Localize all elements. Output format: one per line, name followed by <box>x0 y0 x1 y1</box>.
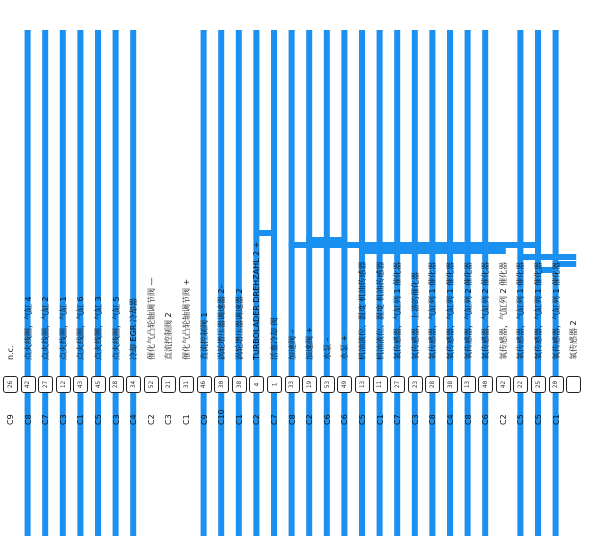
connector-label: 加速阀 + <box>305 326 315 360</box>
connector-code: C1 <box>551 414 561 425</box>
pin-terminal[interactable] <box>337 376 352 393</box>
pin-number: 34 <box>130 380 138 389</box>
connector-code: C1 <box>234 414 244 425</box>
pin-terminal[interactable] <box>513 376 528 393</box>
pin-terminal[interactable] <box>214 376 229 393</box>
connector-code: C7 <box>393 414 403 425</box>
connector-code: C1 <box>76 414 86 425</box>
pin-number: 19 <box>306 380 314 389</box>
connector-code: C6 <box>481 414 491 425</box>
connector-label: 催化气凸轮轴调节阀 + <box>182 278 191 360</box>
connector-label: n.c. <box>6 345 15 360</box>
connector-label: 点火线圈，气缸 1 <box>58 296 68 360</box>
connector-code: C5 <box>358 414 367 425</box>
pin-number: 20 <box>552 380 560 389</box>
pin-number: 13 <box>358 380 366 389</box>
pin-number: 26 <box>6 380 14 389</box>
connector-code: C2 <box>252 414 262 425</box>
connector-label: 水泵 – <box>322 337 332 360</box>
connector-code: C3 <box>164 414 174 425</box>
pin-terminal[interactable] <box>425 376 440 393</box>
connector-code: C2 <box>498 414 508 425</box>
connector-label: 氧传感器，气缸列 2 催化器 <box>463 261 473 360</box>
pin-terminal[interactable] <box>549 376 564 393</box>
pin-number: 11 <box>376 380 384 389</box>
connector-code: C8 <box>287 414 297 425</box>
pin-number: 38 <box>446 380 454 389</box>
pin-terminal[interactable] <box>320 376 335 393</box>
pin-number: 43 <box>77 380 85 389</box>
pin-terminal[interactable] <box>91 376 106 393</box>
pin-number: 1 <box>271 382 278 387</box>
pin-number: 49 <box>341 380 349 389</box>
connector-label: 氧传感器，气缸列 1 催化器 <box>551 261 561 360</box>
connector-code: C6 <box>340 414 350 425</box>
pin-terminal[interactable] <box>461 376 476 393</box>
connector-code: C2 <box>305 414 315 425</box>
connector-code: C8 <box>23 414 33 425</box>
pin-number: 23 <box>411 380 419 389</box>
pin-number: 27 <box>394 380 402 389</box>
connector-label: 机油液位、温度 机油传感器 <box>375 261 385 360</box>
connector-code: C1 <box>182 414 191 425</box>
pin-terminal[interactable] <box>408 376 423 393</box>
connector-code: C6 <box>322 414 332 425</box>
connector-label: 冷却 EGR 冷却器 <box>129 298 139 360</box>
pin-terminal[interactable] <box>566 376 581 393</box>
pin-terminal[interactable] <box>197 376 212 393</box>
pin-terminal[interactable] <box>38 376 53 393</box>
connector-code: C4 <box>129 414 139 425</box>
connector-code: C8 <box>428 414 438 425</box>
connector-label: 加速阀 – <box>287 329 297 360</box>
pin-number: 28 <box>429 380 437 389</box>
pin-number: 31 <box>182 380 190 389</box>
pin-number: 25 <box>534 380 542 389</box>
connector-label: 氧传感器，气缸列 2 催化器 <box>481 261 491 360</box>
pin-number: 12 <box>59 380 67 389</box>
pin-terminal[interactable] <box>21 376 36 393</box>
pin-terminal[interactable] <box>56 376 71 393</box>
connector-code: C8 <box>463 414 473 425</box>
connector-code: C4 <box>446 414 455 425</box>
pin-number: 30 <box>218 380 226 389</box>
connector-label: 涡轮增压器调速器 2 <box>234 288 244 360</box>
connector-label: 氧传感器，气缸列 2 催化器 <box>498 261 508 360</box>
pin-terminal[interactable] <box>285 376 300 393</box>
connector-label: 氧传感器，气缸列 1 催化器 <box>534 261 543 360</box>
pin-terminal[interactable] <box>302 376 317 393</box>
connector-label: 点火线圈，气缸 2 <box>41 296 51 360</box>
pin-terminal[interactable] <box>390 376 405 393</box>
connector-label: 点火线圈，气缸 6 <box>76 296 86 360</box>
connector-code: C7 <box>270 414 279 425</box>
pin-number: 46 <box>200 380 208 389</box>
connector-label: 氧传感器，气缸列 1 催化器 <box>516 261 526 360</box>
pin-number: 45 <box>94 380 102 389</box>
pin-number: 13 <box>464 380 472 389</box>
pin-terminal[interactable] <box>109 376 124 393</box>
connector-label: 直流控制阀 2 <box>164 312 174 360</box>
connector-code: C10 <box>217 409 227 425</box>
connector-label: 氧传感器，气缸列 1 催化器 <box>428 261 438 360</box>
pin-terminal[interactable] <box>179 376 194 393</box>
connector-label: 氧传感器，上游的催化器 <box>410 272 420 360</box>
pin-terminal[interactable] <box>161 376 176 393</box>
connector-label: 活塞冷却 阀 <box>270 317 279 360</box>
pin-number: 52 <box>147 380 155 389</box>
connector-label: 氧传感器 2 <box>569 320 579 360</box>
connector-code: C5 <box>516 414 526 425</box>
pin-terminal[interactable] <box>355 376 370 393</box>
pin-number: 42 <box>499 380 507 389</box>
connector-label: 涡轮增压器调速器 2– <box>217 284 227 360</box>
connector-code: C3 <box>410 414 420 425</box>
pin-number: 21 <box>165 380 173 389</box>
pin-terminal[interactable] <box>531 376 546 393</box>
pin-terminal[interactable] <box>73 376 88 393</box>
pin-terminal[interactable] <box>144 376 159 393</box>
pin-terminal[interactable] <box>443 376 458 393</box>
connector-label: 氧传感器，气缸列 1 催化器 <box>393 261 403 360</box>
connector-code: C3 <box>58 414 68 425</box>
pin-terminal[interactable] <box>373 376 388 393</box>
connector-label: 点火线圈，气缸 4 <box>23 296 33 360</box>
pin-number: 33 <box>288 380 296 389</box>
pin-terminal[interactable] <box>496 376 511 393</box>
pin-number: 27 <box>42 380 50 389</box>
connector-label: 点火线圈，气缸 3 <box>94 296 103 360</box>
pin-number: 40 <box>482 380 490 389</box>
connector-label: 直流控制阀 1 <box>199 312 209 360</box>
connector-code: C3 <box>111 414 121 425</box>
connector-code: C9 <box>6 414 15 425</box>
pin-number: 28 <box>112 380 120 389</box>
connector-code: C9 <box>199 414 209 425</box>
connector-label: 机油液位、温度 机油传感器 <box>358 261 367 360</box>
connector-label: 氧传感器，气缸列 1 催化器 <box>446 261 455 360</box>
pin-terminal[interactable] <box>249 376 264 393</box>
connector-label: 点火线圈，气缸 5 <box>111 296 121 360</box>
connector-code: C5 <box>94 414 103 425</box>
connector-label: 水泵 + <box>340 334 350 360</box>
pin-terminal[interactable] <box>3 376 18 393</box>
pin-number: 53 <box>323 380 331 389</box>
connector-code: C1 <box>375 414 385 425</box>
pin-number: 22 <box>517 380 525 389</box>
pin-number: 42 <box>24 380 32 389</box>
pin-terminal[interactable] <box>267 376 282 393</box>
pin-terminal[interactable] <box>126 376 141 393</box>
pin-number: 4 <box>253 382 261 387</box>
connector-code: C5 <box>534 414 543 425</box>
connector-code: C7 <box>41 414 51 425</box>
connector-label: 催化气凸轮轴调节阀 — <box>146 277 156 360</box>
pin-terminal[interactable] <box>478 376 493 393</box>
connector-code: C2 <box>146 414 156 425</box>
pin-terminal[interactable] <box>232 376 247 393</box>
connector-label: TURBOLADER DREHZAHL 2 + <box>252 241 262 360</box>
pin-number: 38 <box>235 380 243 389</box>
